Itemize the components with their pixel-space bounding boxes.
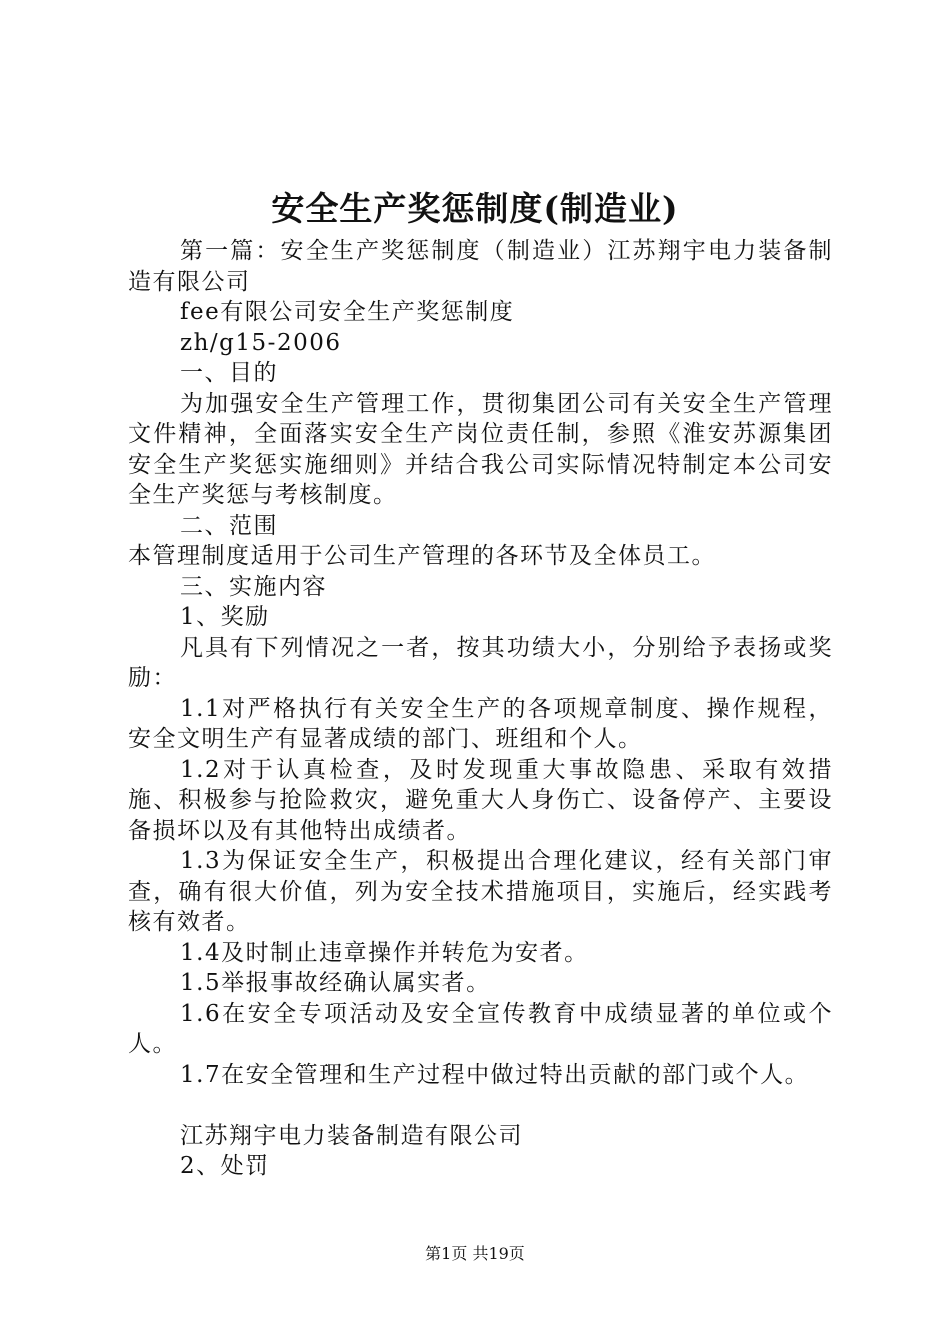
paragraph-doc-number: zh/g15-2006 [180, 329, 342, 356]
paragraph-item-1-6: 1.6在安全专项活动及安全宣传教育中成绩显著的单位或个人。 [128, 1000, 833, 1057]
paragraph-item-1-3: 1.3为保证安全生产，积极提出合理化建议，经有关部门审查，确有很大价值，列为安全技术措施项目，实施后，经实践考核有效者。 [128, 848, 833, 935]
paragraph-item-1-5: 1.5举报事故经确认属实者。 [180, 970, 491, 996]
blank-line [128, 1090, 833, 1121]
heading-penalties: 2、处罚 [180, 1153, 270, 1179]
paragraph-item-1-1: 1.1对严格执行有关安全生产的各项规章制度、操作规程，安全文明生产有显著成绩的部门、班组和个人。 [128, 695, 833, 752]
heading-purpose: 一、目的 [180, 360, 278, 386]
paragraph-item-1-2: 1.2对于认真检查，及时发现重大事故隐患、采取有效措施、积极参与抢险救灾，避免重大人身伤亡、设备停产、主要设备损坏以及有其他特出成绩者。 [128, 756, 833, 844]
paragraph-company-policy: fee有限公司安全生产奖惩制度 [180, 299, 515, 325]
paragraph-item-1-4: 1.4及时制止违章操作并转危为安者。 [180, 939, 589, 966]
paragraph-item-1-7: 1.7在安全管理和生产过程中做过特出贡献的部门或个人。 [180, 1061, 810, 1088]
paragraph-intro: 第一篇：安全生产奖惩制度（制造业）江苏翔宇电力装备制造有限公司 [128, 238, 833, 295]
paragraph-scope: 本管理制度适用于公司生产管理的各环节及全体员工。 [128, 543, 716, 569]
document-body [128, 236, 833, 1182]
heading-rewards: 1、奖励 [180, 604, 270, 630]
page-footer: 第1页 共19页 [425, 1244, 525, 1263]
paragraph-reward-criteria: 凡具有下列情况之一者，按其功绩大小，分别给予表扬或奖励： [128, 634, 833, 691]
paragraph-company-name: 江苏翔宇电力装备制造有限公司 [180, 1122, 523, 1149]
paragraph-purpose: 为加强安全生产管理工作，贯彻集团公司有关安全生产管理文件精神，全面落实安全生产岗位责任制，参照《淮安苏源集团安全生产奖惩实施细则》并结合我公司实际情况特制定本公司安全生产奖惩与考核制度。 [128, 390, 833, 508]
heading-scope: 二、范围 [180, 512, 278, 539]
document-title: 安全生产奖惩制度(制造业) [271, 189, 679, 228]
heading-implementation: 三、实施内容 [180, 573, 327, 600]
